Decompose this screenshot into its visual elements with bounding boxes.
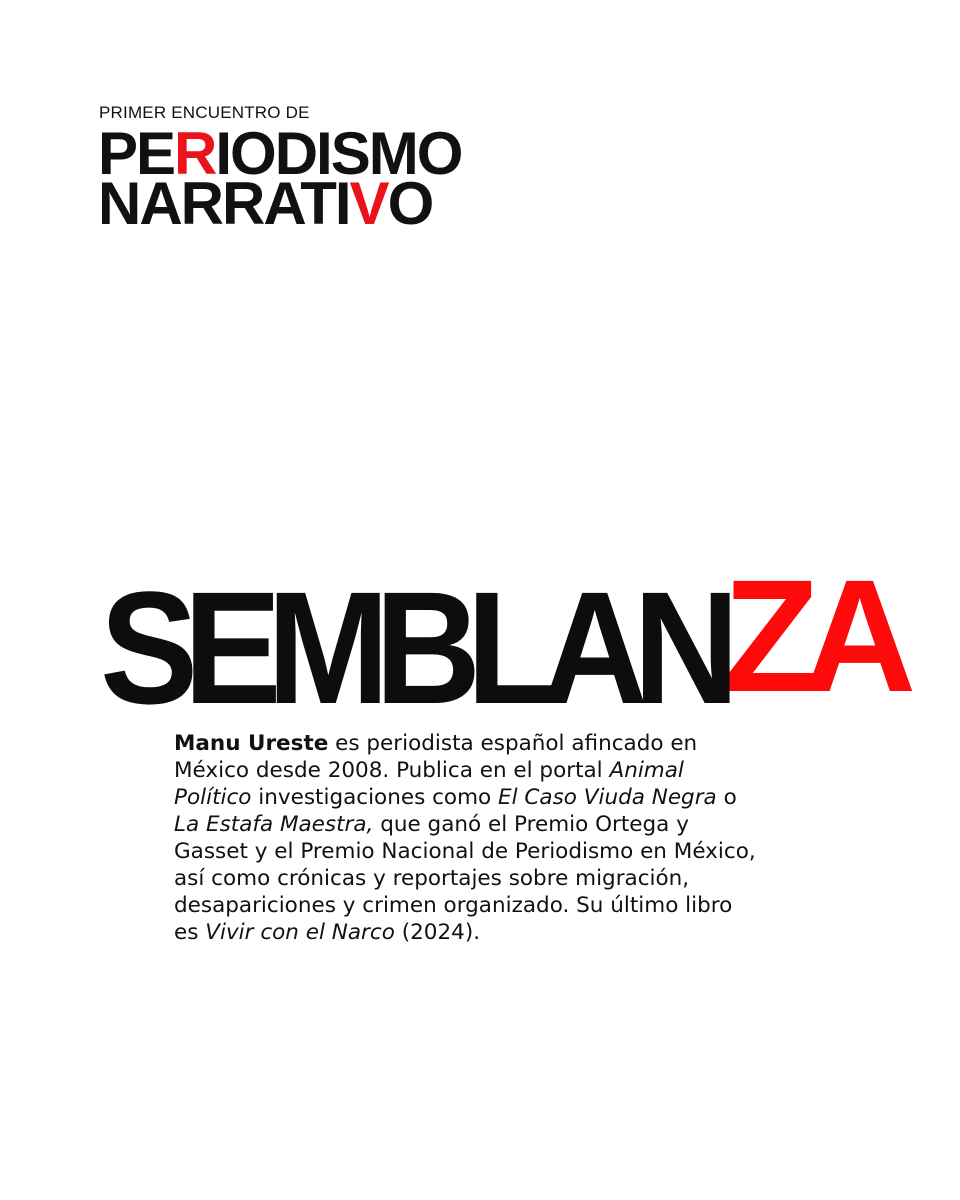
biography-text (174, 730, 874, 946)
bio-line (174, 784, 874, 811)
section-headline (100, 546, 904, 737)
person-name: Manu Ureste (174, 731, 329, 756)
logo-line1-part-b: IODISMO (215, 120, 462, 187)
headline-red-part: ZA (723, 546, 901, 725)
bio-text: desapariciones y crimen organizado. Su último libro (174, 893, 733, 918)
bio-text: México desde 2008. Publica en el portal (174, 758, 610, 783)
bio-line (174, 757, 874, 784)
logo-line-narrativo (98, 170, 461, 237)
logo-line2-part-a: NARRATI (98, 170, 350, 237)
bio-line (174, 892, 874, 919)
investigation-title: El Caso Viuda Negra (498, 785, 717, 810)
logo-line1-red-letter: R (174, 120, 216, 187)
logo-line1-part-a: PE (98, 120, 175, 187)
logo-line2-part-b: O (387, 170, 433, 237)
bio-text: (2024). (394, 920, 481, 945)
logo-eyebrow: PRIMER ENCUENTRO DE (99, 103, 310, 122)
bio-text: así como crónicas y reportajes sobre migración, (174, 866, 690, 891)
logo-line2-red-letter: V (349, 170, 388, 237)
bio-text: es (174, 920, 206, 945)
bio-line (174, 811, 874, 838)
bio-text: o (716, 785, 737, 810)
bio-text: investigaciones como (251, 785, 499, 810)
portal-name-cont: Político (174, 785, 252, 810)
bio-line (174, 838, 874, 865)
bio-text: Gasset y el Premio Nacional de Periodismo en México, (174, 839, 756, 864)
investigation-title: La Estafa Maestra, (174, 812, 374, 837)
book-title: Vivir con el Narco (205, 920, 395, 945)
event-logo (98, 103, 462, 237)
bio-text: que ganó el Premio Ortega y (373, 812, 689, 837)
bio-line (174, 865, 874, 892)
bio-line (174, 919, 874, 946)
headline-black-part: SEMBLAN (100, 558, 725, 737)
bio-text: es periodista español afincado en (328, 731, 698, 756)
portal-name: Animal (609, 758, 684, 783)
